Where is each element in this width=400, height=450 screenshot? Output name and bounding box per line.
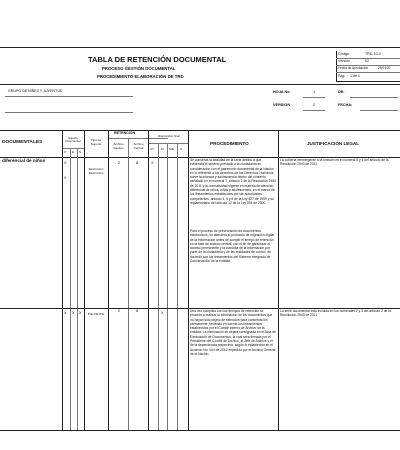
row-1-justificacion: La cubierta reemergente a la omisión en el numeral 6 y 4 del artículo de la Resolución 2943 de 2011 xyxy=(280,158,389,167)
de-label: DE: xyxy=(338,90,345,94)
col-header-archivo-gestion: Archivo Gestión xyxy=(113,142,124,150)
version-value: 02 xyxy=(365,59,369,63)
col-header-retencion: RETENCIÓN xyxy=(114,131,136,135)
row-1-gestion: 2 xyxy=(118,161,121,165)
col-line-se xyxy=(177,143,178,430)
fecha-underline xyxy=(360,110,398,111)
row-2-justificacion: La serie documental está incluida en los numerales 2 y 3 del artículo 2 de la Resolución 2943 de 2011 xyxy=(280,309,391,318)
soporte-sub-s: S xyxy=(79,150,82,154)
office-name: GRUPO DE NIÑEZ Y JUVENTUD xyxy=(8,89,63,93)
row-2-disposicion: X xyxy=(161,311,164,315)
col-line-5 xyxy=(148,130,149,430)
header-separator xyxy=(0,84,400,85)
col-header-procedimiento: PROCEDIMIENTO xyxy=(210,141,249,146)
row-1-central: 8 xyxy=(136,161,139,165)
col-line-1 xyxy=(62,130,63,430)
approval-value: 25/04/20 xyxy=(378,66,391,70)
disp-subline xyxy=(148,143,188,144)
row-2-mark-1: X xyxy=(64,311,67,315)
row-1-mark-1: X xyxy=(64,161,67,165)
col-line-2 xyxy=(84,130,85,430)
office-underline xyxy=(5,96,133,97)
fecha-label: FECHA: xyxy=(338,103,353,107)
version-label: Versión xyxy=(338,59,350,63)
de-underline xyxy=(350,97,398,98)
row-2-mark-2: X xyxy=(72,311,75,315)
col-line-4 xyxy=(128,138,129,430)
meta-box-bottom xyxy=(336,81,400,82)
row-2-gestion: 2 xyxy=(118,309,121,313)
disp-sub-m: M xyxy=(161,147,164,151)
meta-box-left xyxy=(336,51,337,81)
hoja-label: HOJA No. xyxy=(273,90,291,94)
col-line-ct xyxy=(158,143,159,430)
version-form-value: 2 xyxy=(313,103,316,107)
row-1-disposicion: X xyxy=(151,161,154,165)
soporte-subline xyxy=(62,148,84,149)
row-2-procedimiento: Una vez cumplido con los tiempos de retención se procede a realizar la eliminación de los documentos que no hayan sido objeto de selección para conservación permanente, teniendo en cuenta los lineamientos establecidos por el Comité Interno de Archivo de la entidad. La eliminación se dejará consignada en el Acta de Eliminación de Documentos, la cual será firmada por el Presidente del Comité de Archivo, el Jefe de Archivo y el de la dependencia respectiva, según lo establecido en el Acuerdo No. 004 de 2002 expedido por el Archivo General de la Nación. xyxy=(190,309,276,356)
procedure-subtitle: PROCEDIMIENTO ELABORACIÓN DE TRD xyxy=(97,74,184,79)
code-label: Código xyxy=(338,52,350,56)
col-header-justificacion: JUSTIFICACIÓN LEGAL xyxy=(307,141,360,146)
col-header-soporte: Soporte Documental xyxy=(65,136,81,144)
row-1-procedimiento-p2: Para el proceso de preservación de documentos electrónicos, se atenderá el protocolo de migración digital de la información antes de cumplir el tiempo de retención en la fase de archivo central, con el fin de garantizar el acceso permanente y la consulta de la información por parte de la ciudadanía y de las entidades de control, de acuerdo con los lineamientos del Sistema Integrado de Conservación de la entidad. xyxy=(190,229,275,264)
row-2-mark-3: X xyxy=(79,311,82,315)
col-line-e xyxy=(77,148,78,430)
frame-bottom-line xyxy=(0,430,400,431)
meta-line-3 xyxy=(336,72,400,73)
row-1-tipo: Electrónico Electrónico xyxy=(88,167,104,175)
hoja-value: 1 xyxy=(313,90,316,94)
page-title: TABLA DE RETENCIÓN DOCUMENTAL xyxy=(88,55,227,64)
approval-label: Fecha de Aprobación xyxy=(338,66,369,70)
row-2-tipo: P/E P/E P/E xyxy=(87,312,105,316)
table-row-1-doc: diferencial de niños xyxy=(2,158,46,163)
row-1-procedimiento-p1: Se conserva la totalidad de la serie debido a que evidencia el servicio prestado a la ciudadanía en consideración con el patrimonio documental de la Nación en lo referente a los derechos de los Derechos Humanos sobre la infancia y adolescencia dentro del contexto señalado en el numeral 7, artículo 2 de la Resolución 2943 de 2011 y la normatividad vigente en materia de atención diferencial de niños, niñas y adolescentes, en el marco de los lineamientos establecidos por las autoridades competentes, artículo 4, 5 y 8 de la Ley 527 de 1999 y su reglamentario del artículo 12 de la Ley 594 de 2000. xyxy=(190,158,276,205)
col-header-tipo-soporte: Tipo de Soporte xyxy=(90,138,102,146)
col-line-7 xyxy=(278,130,279,430)
soporte-sub-o: O xyxy=(64,150,67,154)
row-2-central: 8 xyxy=(136,309,139,313)
code-value: TRD-10-4 xyxy=(365,52,381,56)
process-subtitle: PROCESO GESTIÓN DOCUMENTAL xyxy=(102,66,176,71)
disp-sub-se: S/E xyxy=(169,147,174,151)
hoja-underline xyxy=(303,97,325,98)
table-top-line xyxy=(0,130,400,131)
disp-sub-s: S xyxy=(180,147,183,151)
col-line-3 xyxy=(108,130,109,430)
row-1-mark-2: X xyxy=(64,176,67,180)
col-header-archivo-central: Archivo Central xyxy=(133,142,144,150)
page-value: 1 de 1 xyxy=(350,74,360,78)
col-header-disposicion: Disposición final xyxy=(158,134,180,138)
version-form-label: VERSION xyxy=(273,103,291,107)
col-line-6 xyxy=(188,130,189,430)
col-line-o xyxy=(70,148,71,430)
page-label: Pág. xyxy=(338,74,346,78)
office-underline-2 xyxy=(5,112,133,113)
version-underline xyxy=(303,110,325,111)
soporte-sub-e: E xyxy=(72,150,75,154)
col-line-m xyxy=(167,143,168,430)
col-header-documentales: DOCUMENTALES xyxy=(2,140,43,145)
disp-sub-ct: CT xyxy=(150,147,154,151)
retencion-subline xyxy=(108,138,168,139)
frame-top-line xyxy=(0,47,400,48)
